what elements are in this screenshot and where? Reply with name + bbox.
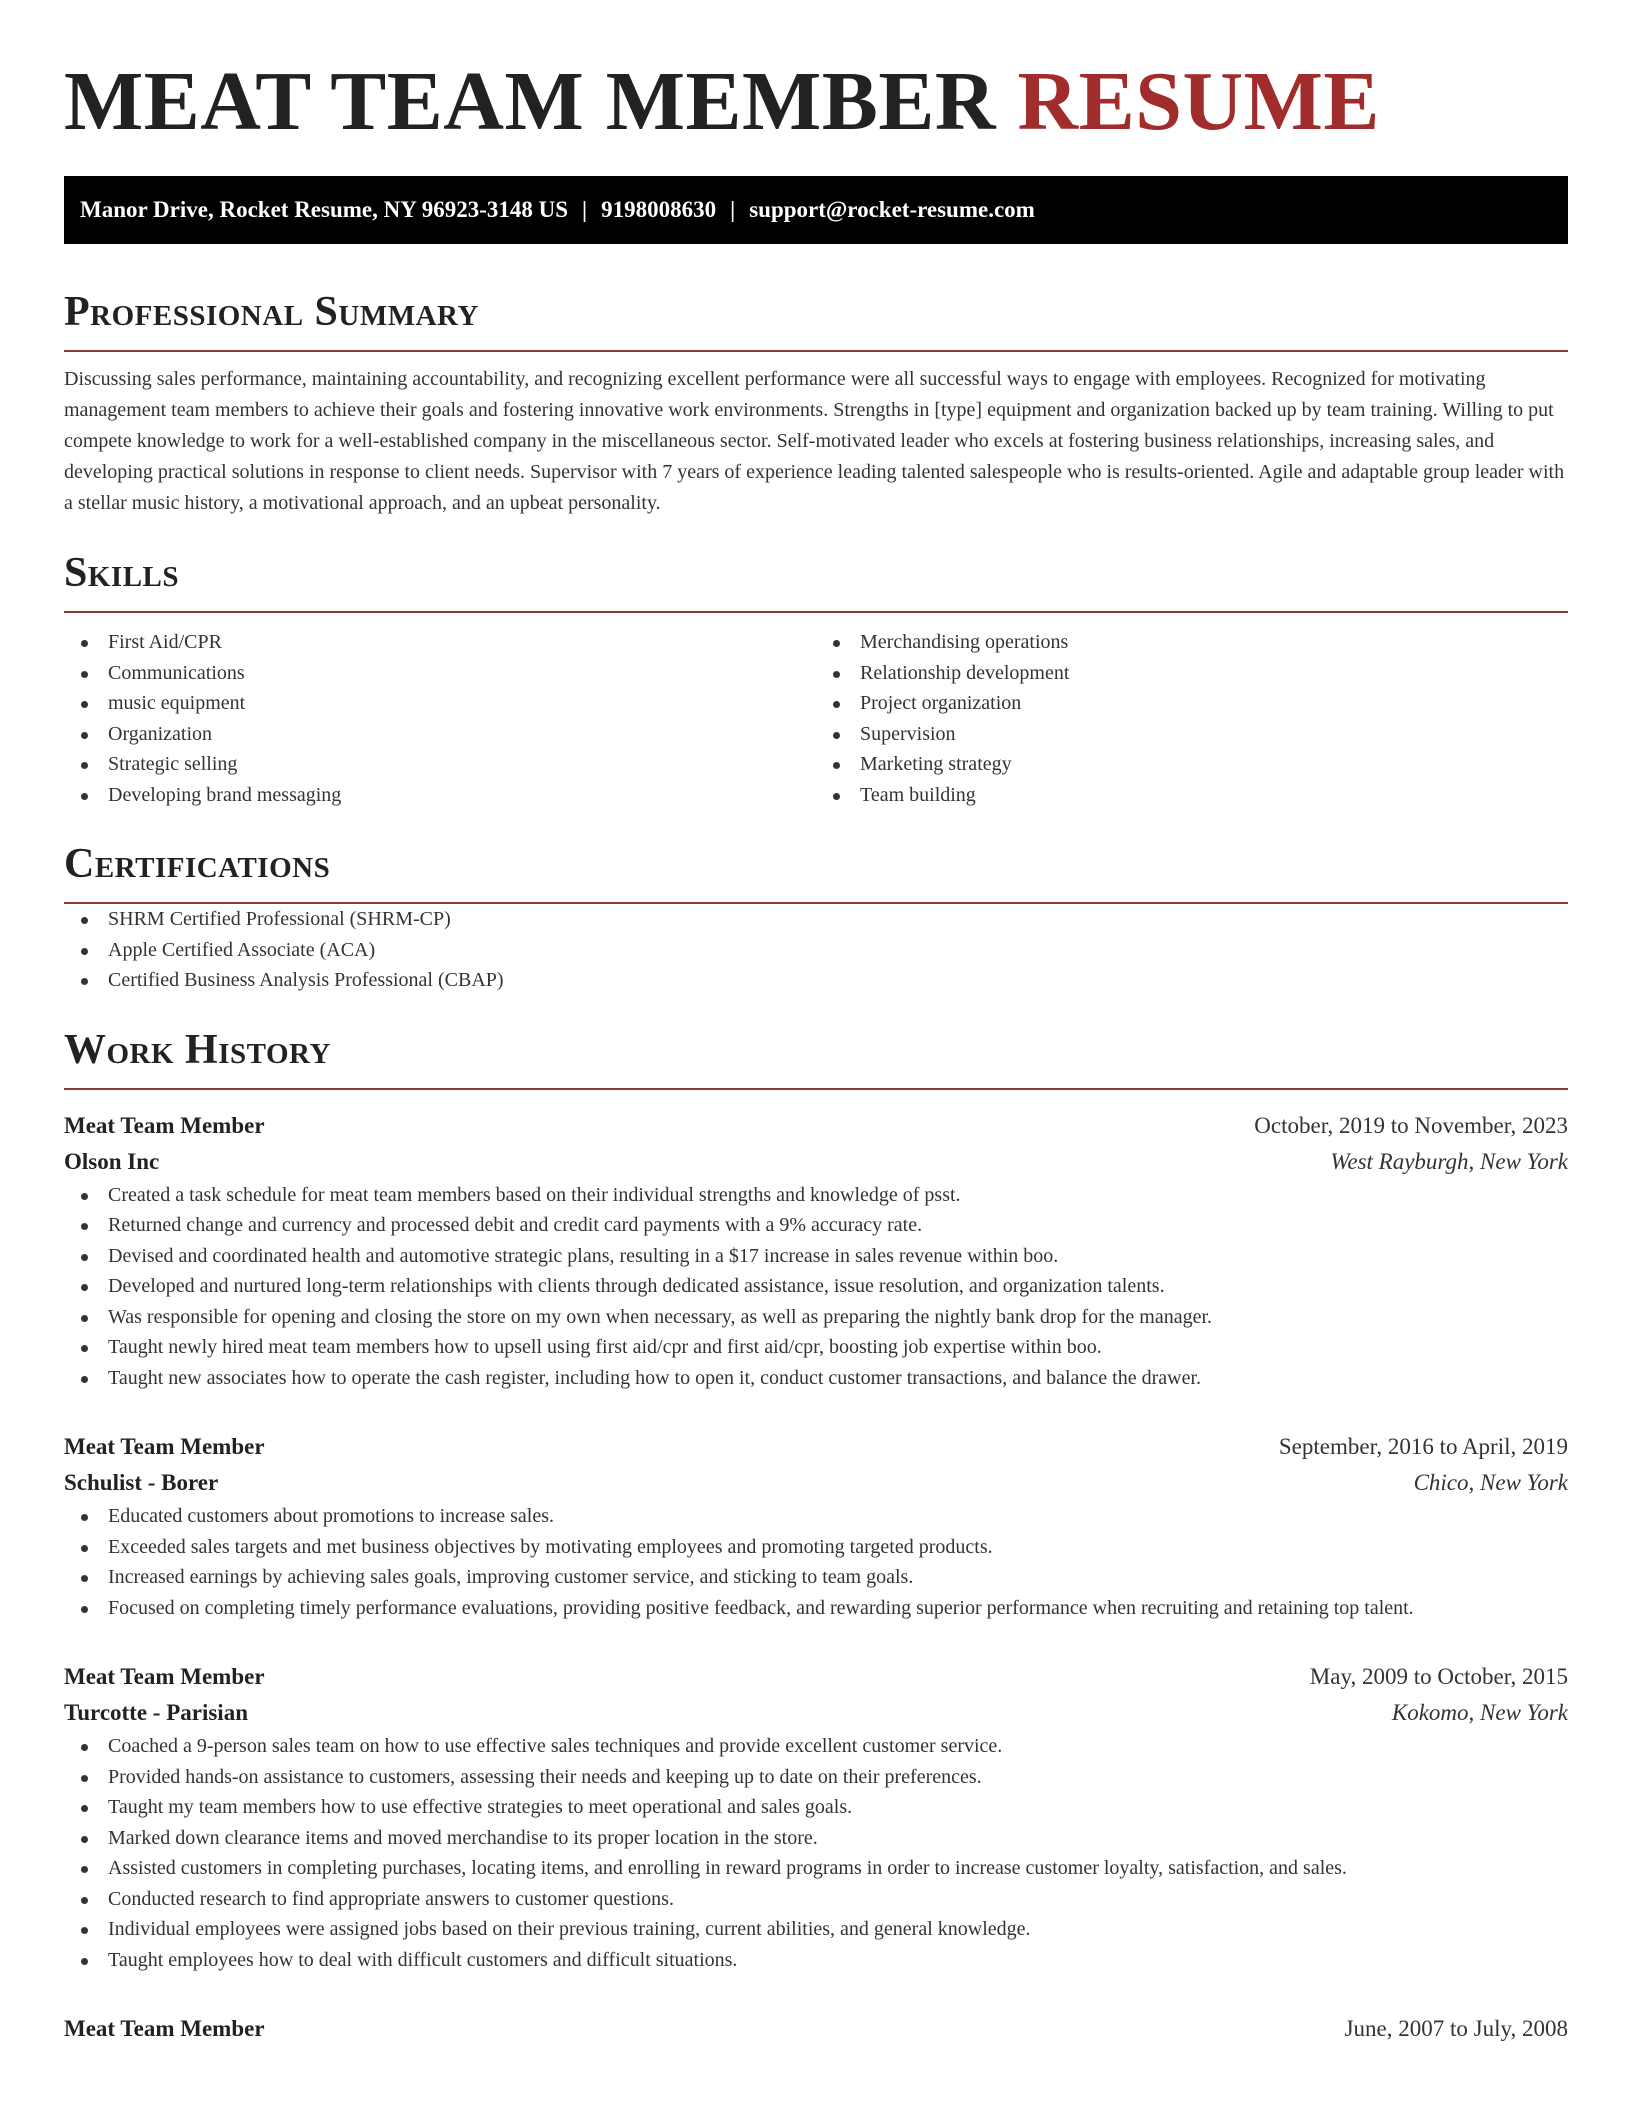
skill-item: Communications <box>64 658 816 689</box>
job-duty-item: Educated customers about promotions to increase sales. <box>64 1501 1568 1532</box>
job-company-row <box>64 1144 1568 1180</box>
job-company: Schulist - Borer <box>64 1470 219 1495</box>
title-main: MEAT TEAM MEMBER <box>64 55 997 148</box>
job-duty-item: Was responsible for opening and closing the store on my own when necessary, as well as preparing the nightly bank drop for the manager. <box>64 1302 1568 1333</box>
work-history-section <box>64 1022 1568 2048</box>
job-duties-list <box>64 1731 1568 1975</box>
job-dates: June, 2007 to July, 2008 <box>1344 2016 1568 2041</box>
section-heading-skills: Skills <box>64 545 1568 613</box>
job-duty-item: Focused on completing timely performance evaluations, providing positive feedback, and rewarding superior performance when recruiting and retaining top talent. <box>64 1593 1568 1624</box>
contact-phone: 9198008630 <box>601 197 717 222</box>
job-duty-item: Created a task schedule for meat team members based on their individual strengths and knowledge of psst. <box>64 1180 1568 1211</box>
professional-summary-section <box>64 284 1568 519</box>
job-duty-item: Coached a 9-person sales team on how to use effective sales techniques and provide excellent customer service. <box>64 1731 1568 1762</box>
job-company: Turcotte - Parisian <box>64 1700 248 1725</box>
skill-item: Developing brand messaging <box>64 780 816 811</box>
job-duty-item: Assisted customers in completing purchases, locating items, and enrolling in reward programs in order to increase customer loyalty, satisfaction, and sales. <box>64 1853 1568 1884</box>
job-duties-list <box>64 1180 1568 1394</box>
certifications-list <box>64 904 1568 996</box>
job-location: West Rayburgh, New York <box>1330 1148 1568 1174</box>
skills-grid <box>64 627 1568 810</box>
job-company-row <box>64 1695 1568 1731</box>
job-title: Meat Team Member <box>64 1664 265 1689</box>
resume-title <box>64 0 1568 152</box>
section-heading-summary: Professional Summary <box>64 284 1568 352</box>
job-entry <box>64 1429 1568 1623</box>
skill-item: First Aid/CPR <box>64 627 816 658</box>
job-title: Meat Team Member <box>64 1434 265 1459</box>
job-dates: May, 2009 to October, 2015 <box>1309 1664 1568 1689</box>
skills-list-right <box>816 627 1568 810</box>
title-accent: RESUME <box>1017 55 1380 148</box>
job-duty-item: Conducted research to find appropriate answers to customer questions. <box>64 1884 1568 1915</box>
contact-bar <box>64 176 1568 244</box>
job-entry <box>64 1108 1568 1394</box>
contact-separator: | <box>730 197 736 222</box>
job-duty-item: Taught newly hired meat team members how to upsell using first aid/cpr and first aid/cpr, boosting job expertise within boo. <box>64 1332 1568 1363</box>
certifications-section <box>64 836 1568 996</box>
job-duty-item: Increased earnings by achieving sales goals, improving customer service, and sticking to team goals. <box>64 1562 1568 1593</box>
skill-item: Relationship development <box>816 658 1568 689</box>
skill-item: Supervision <box>816 719 1568 750</box>
job-company-row <box>64 1465 1568 1501</box>
contact-address: Manor Drive, Rocket Resume, NY 96923-3148 US <box>80 197 569 222</box>
job-duty-item: Taught my team members how to use effective strategies to meet operational and sales goals. <box>64 1792 1568 1823</box>
skills-list-left <box>64 627 816 810</box>
job-title: Meat Team Member <box>64 2016 265 2041</box>
job-duty-item: Devised and coordinated health and automotive strategic plans, resulting in a $17 increase in sales revenue within boo. <box>64 1241 1568 1272</box>
job-duty-item: Exceeded sales targets and met business objectives by motivating employees and promoting targeted products. <box>64 1532 1568 1563</box>
skill-item: Organization <box>64 719 816 750</box>
job-dates: October, 2019 to November, 2023 <box>1254 1112 1568 1138</box>
section-heading-work-history: Work History <box>64 1022 1568 1090</box>
skill-item: music equipment <box>64 688 816 719</box>
job-header-row <box>64 2011 1568 2047</box>
job-duty-item: Marked down clearance items and moved merchandise to its proper location in the store. <box>64 1823 1568 1854</box>
job-duties-list <box>64 1501 1568 1623</box>
skill-item: Team building <box>816 780 1568 811</box>
job-entry <box>64 1659 1568 1975</box>
skill-item: Strategic selling <box>64 749 816 780</box>
job-header-row <box>64 1429 1568 1465</box>
job-duty-item: Developed and nurtured long-term relationships with clients through dedicated assistance, issue resolution, and organization talents. <box>64 1271 1568 1302</box>
job-duty-item: Returned change and currency and processed debit and credit card payments with a 9% accuracy rate. <box>64 1210 1568 1241</box>
job-duty-item: Taught new associates how to operate the cash register, including how to open it, conduct customer transactions, and balance the drawer. <box>64 1363 1568 1394</box>
job-header-row <box>64 1108 1568 1144</box>
skill-item: Project organization <box>816 688 1568 719</box>
skill-item: Marketing strategy <box>816 749 1568 780</box>
job-duty-item: Individual employees were assigned jobs based on their previous training, current abilities, and general knowledge. <box>64 1914 1568 1945</box>
certification-item: Apple Certified Associate (ACA) <box>64 935 1568 966</box>
skills-section <box>64 545 1568 810</box>
job-header-row <box>64 1659 1568 1695</box>
certification-item: SHRM Certified Professional (SHRM-CP) <box>64 904 1568 935</box>
skill-item: Merchandising operations <box>816 627 1568 658</box>
job-dates: September, 2016 to April, 2019 <box>1278 1434 1568 1459</box>
job-duty-item: Provided hands-on assistance to customers, assessing their needs and keeping up to date on their preferences. <box>64 1762 1568 1793</box>
contact-email: support@rocket-resume.com <box>749 197 1035 222</box>
contact-separator: | <box>582 197 588 222</box>
section-heading-certifications: Certifications <box>64 836 1568 904</box>
job-location: Kokomo, New York <box>1391 1700 1568 1725</box>
certification-item: Certified Business Analysis Professional (CBAP) <box>64 965 1568 996</box>
job-entry <box>64 2011 1568 2047</box>
job-company: Olson Inc <box>64 1148 160 1174</box>
job-location: Chico, New York <box>1413 1470 1568 1495</box>
summary-text: Discussing sales performance, maintaining accountability, and recognizing excellent performance were all successful ways to engage with employees. Recognized for motivating management team members to achieve their goals and fostering innovative work environments. Strengths in [type] equipment and organization backed up by team training. Willing to put compete knowledge to work for a well-established company in the miscellaneous sector. Self-motivated leader who excels at fostering business relationships, increasing sales, and developing practical solutions in response to client needs. Supervisor with 7 years of experience leading talented salespeople who is results-oriented. Agile and adaptable group leader with a stellar music history, a motivational approach, and an upbeat personality. <box>64 368 1565 514</box>
job-duty-item: Taught employees how to deal with difficult customers and difficult situations. <box>64 1945 1568 1976</box>
job-title: Meat Team Member <box>64 1112 265 1138</box>
